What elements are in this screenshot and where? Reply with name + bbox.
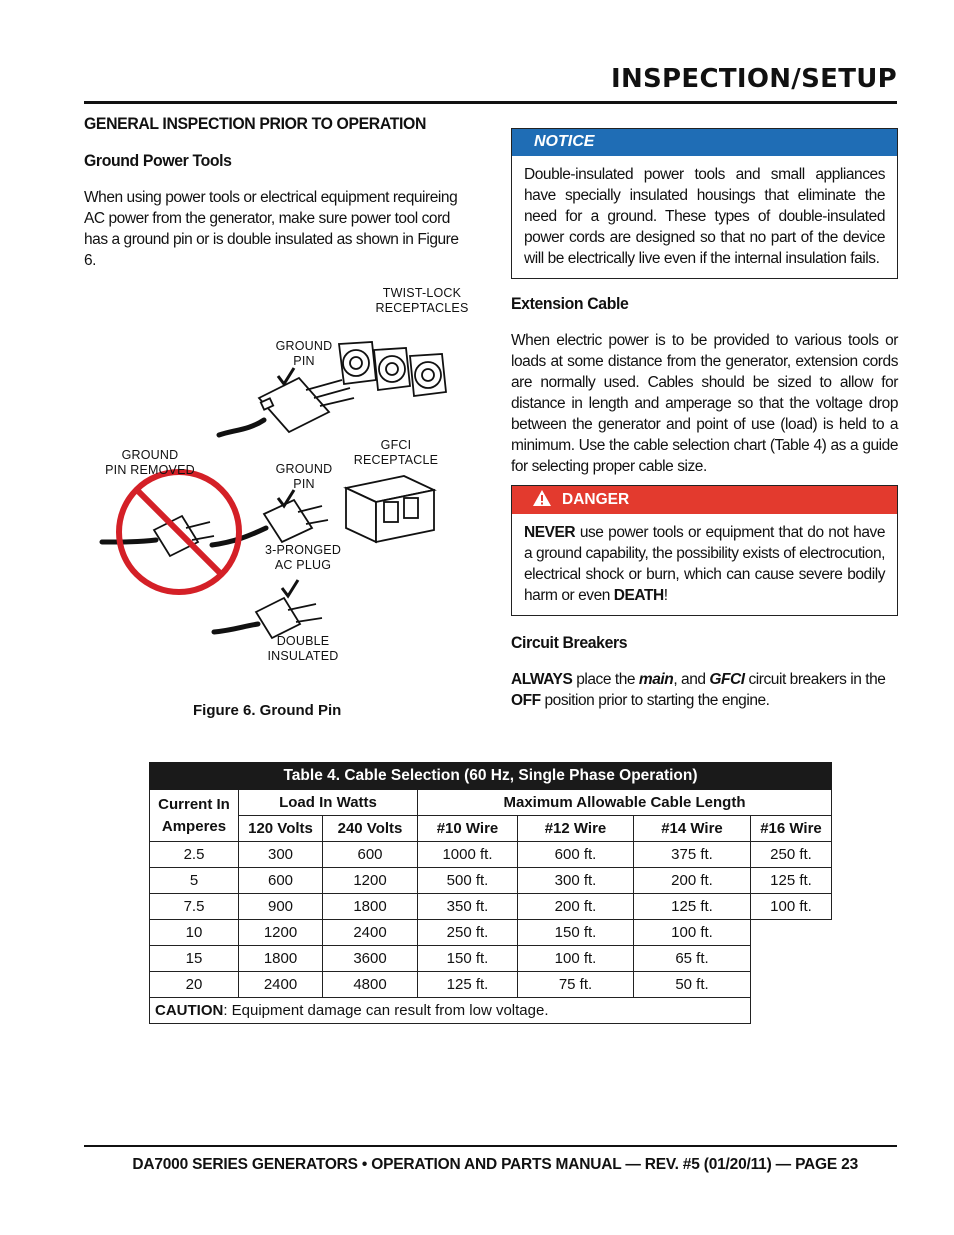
table-cell: 350 ft. [418, 894, 518, 920]
danger-header [512, 486, 897, 514]
table-cell: 125 ft. [634, 894, 751, 920]
danger-never: NEVER [524, 524, 576, 541]
breakers-t4: position prior to starting the engine. [540, 692, 770, 709]
label-twist-lock [362, 286, 482, 316]
three-pronged-plug-icon [264, 500, 328, 542]
caution-row [150, 998, 832, 1024]
table-cell: 1200 [239, 920, 323, 946]
label-ground-pin-top-text: GROUND PIN [275, 339, 333, 368]
label-double-insulated [258, 634, 348, 664]
breakers-gfci: GFCI [709, 671, 745, 688]
table-cell: 2400 [239, 972, 323, 998]
table-cell: 200 ft. [634, 868, 751, 894]
bottom-rule [84, 1145, 897, 1147]
table-cell: 7.5 [150, 894, 239, 920]
label-gfci [346, 438, 446, 468]
label-gfci-text: GFCI RECEPTACLE [353, 438, 439, 467]
breakers-paragraph [511, 669, 898, 711]
extension-heading: Extension Cable [511, 294, 629, 313]
table-cell: 600 [323, 842, 418, 868]
table-cell: 200 ft. [518, 894, 634, 920]
table-cell: 900 [239, 894, 323, 920]
twist-lock-receptacle-icon [339, 342, 376, 384]
ground-pin-figure [84, 280, 484, 700]
table-cell: 150 ft. [418, 946, 518, 972]
table-row [150, 972, 832, 998]
blank-cell [751, 972, 832, 998]
label-ground-pin-removed [98, 448, 202, 478]
table-cell: 5 [150, 868, 239, 894]
page-footer: DA7000 SERIES GENERATORS • OPERATION AND PARTS MANUAL — REV. #5 (01/20/11) — PAGE 23 [132, 1156, 858, 1173]
danger-death: DEATH [613, 587, 664, 604]
twist-lock-receptacle-icon [410, 354, 446, 396]
table-cell: 1000 ft. [418, 842, 518, 868]
label-ground-pin-mid [272, 462, 336, 492]
danger-text-end: ! [663, 587, 668, 604]
page-title: INSPECTION/SETUP [610, 64, 897, 94]
table-cell: 15 [150, 946, 239, 972]
caution-label: CAUTION [155, 1002, 224, 1019]
blank-cell [751, 920, 832, 946]
table-row [150, 842, 832, 868]
subheader-10wire: #10 Wire [418, 816, 518, 842]
table-cell: 125 ft. [418, 972, 518, 998]
table-cell: 65 ft. [634, 946, 751, 972]
subheader-240v: 240 Volts [323, 816, 418, 842]
table-row [150, 894, 832, 920]
extension-paragraph: When electric power is to be provided to various tools or loads at some distance from the generator, extension cords are normally used. Cables should be sized to allow for distance in length and amperage so that the voltage drop between the generator and point of use (load) is held to a minimum. Use the cable selection chart (Table 4) as a guide for selecting proper cable size. [511, 332, 898, 475]
table-row [150, 920, 832, 946]
table-cell: 50 ft. [634, 972, 751, 998]
ground-tools-paragraph: When using power tools or electrical equipment requireing AC power from the generator, make sure power tool cord has a ground pin or is double insulated as shown in Figure 6. [84, 189, 459, 269]
table-cell: 250 ft. [418, 920, 518, 946]
check-mark-icon [282, 580, 298, 596]
twist-lock-receptacle-icon [374, 348, 410, 390]
table-cell: 150 ft. [518, 920, 634, 946]
header-load: Load In Watts [239, 790, 418, 816]
breakers-t3: circuit breakers in the [744, 671, 886, 688]
blank-cell [751, 998, 832, 1024]
table-cell: 4800 [323, 972, 418, 998]
breakers-t2: , and [673, 671, 710, 688]
subheader-14wire: #14 Wire [634, 816, 751, 842]
blank-cell [751, 946, 832, 972]
table-cell: 600 ft. [518, 842, 634, 868]
breakers-always: ALWAYS [511, 671, 573, 688]
warning-triangle-icon [532, 489, 552, 512]
table-cell: 3600 [323, 946, 418, 972]
table-cell: 300 ft. [518, 868, 634, 894]
table-cell: 100 ft. [634, 920, 751, 946]
table-row [150, 946, 832, 972]
table-title: Table 4. Cable Selection (60 Hz, Single Phase Operation) [150, 763, 832, 790]
table-cell: 1200 [323, 868, 418, 894]
label-ground-pin-mid-text: GROUND PIN [275, 462, 333, 491]
table-cell: 75 ft. [518, 972, 634, 998]
danger-box [511, 485, 898, 616]
table-row [150, 868, 832, 894]
subheader-120v: 120 Volts [239, 816, 323, 842]
figure-caption: Figure 6. Ground Pin [193, 702, 342, 719]
breakers-heading: Circuit Breakers [511, 633, 628, 652]
table-cell: 1800 [239, 946, 323, 972]
table-cell: 100 ft. [751, 894, 832, 920]
header-current: Current In Amperes [150, 790, 239, 842]
cable-selection-table [149, 762, 832, 1024]
left-column [84, 114, 474, 271]
table-cell: 250 ft. [751, 842, 832, 868]
twist-lock-plug-icon [259, 378, 354, 432]
prohibited-icon [119, 472, 239, 592]
table-cell: 125 ft. [751, 868, 832, 894]
label-ground-pin-removed-text: GROUND PIN REMOVED [105, 448, 195, 477]
breakers-t1: place the [572, 671, 639, 688]
label-twist-lock-text: TWIST-LOCK RECEPTACLES [375, 286, 469, 315]
subheader-16wire: #16 Wire [751, 816, 832, 842]
cord [214, 624, 258, 632]
breakers-off: OFF [511, 692, 541, 709]
notice-text: Double-insulated power tools and small appliances have specially insulated housings that eliminate the need for a ground. These types of double-insulated power cords are designed so that no part of the device will be electrically live even if the internal insulation fails. [524, 166, 885, 267]
section-heading: GENERAL INSPECTION PRIOR TO OPERATION [84, 114, 427, 133]
table-cell: 1800 [323, 894, 418, 920]
right-column [511, 128, 898, 711]
label-three-pronged [258, 543, 348, 573]
header-length: Maximum Allowable Cable Length [418, 790, 832, 816]
table-cell: 100 ft. [518, 946, 634, 972]
top-rule [84, 101, 897, 104]
table-cell: 375 ft. [634, 842, 751, 868]
caution-cell [150, 998, 751, 1024]
table-cell: 600 [239, 868, 323, 894]
label-double-insulated-text: DOUBLE INSULATED [267, 634, 339, 663]
breakers-main: main [638, 671, 674, 688]
table-cell: 20 [150, 972, 239, 998]
danger-text-main: use power tools or equipment that do not have a ground capability, the possibility exists of electrocution, electrical shock or burn, which can cause severe bodily harm or even [524, 524, 885, 604]
gfci-receptacle-icon [346, 476, 434, 542]
notice-box [511, 128, 898, 279]
table-cell: 500 ft. [418, 868, 518, 894]
caution-text: : Equipment damage can result from low voltage. [223, 1002, 549, 1019]
label-ground-pin-top [272, 339, 336, 369]
subheader-12wire: #12 Wire [518, 816, 634, 842]
table-cell: 2.5 [150, 842, 239, 868]
notice-title: NOTICE [512, 129, 897, 156]
ground-tools-heading: Ground Power Tools [84, 151, 232, 170]
cord [102, 540, 156, 542]
cord [219, 420, 264, 435]
label-three-pronged-text: 3-PRONGED AC PLUG [264, 543, 342, 572]
danger-text [512, 514, 897, 615]
table-cell: 2400 [323, 920, 418, 946]
table-cell: 300 [239, 842, 323, 868]
double-insulated-plug-icon [256, 598, 322, 638]
table-cell: 10 [150, 920, 239, 946]
danger-title: DANGER [562, 491, 630, 508]
